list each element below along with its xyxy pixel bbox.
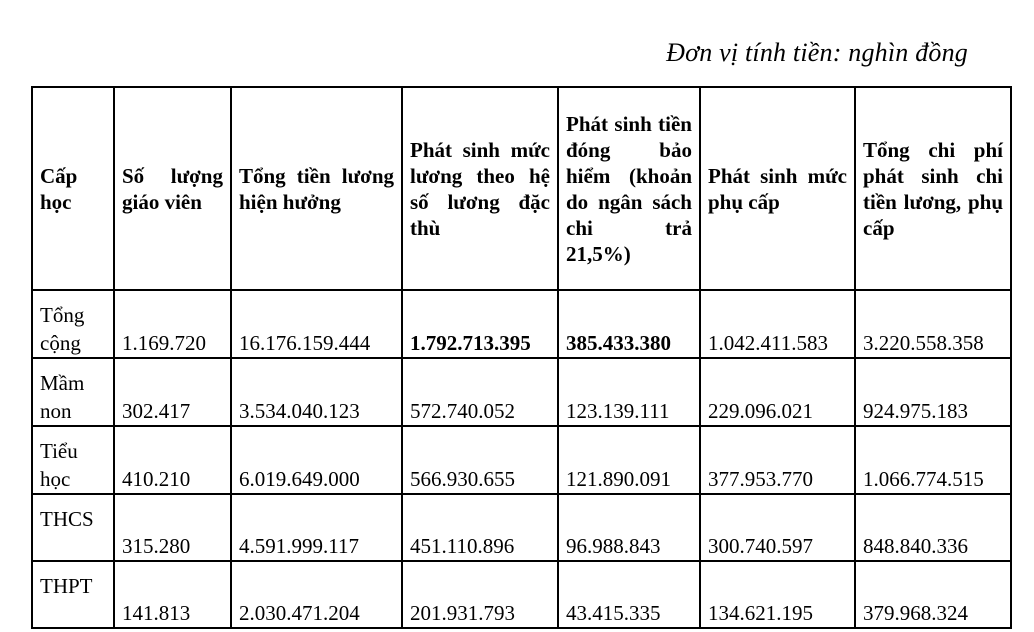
cell-value: 410.210 — [114, 426, 231, 494]
cell-value: 1.042.411.583 — [700, 290, 855, 358]
cell-value: 451.110.896 — [402, 494, 558, 561]
table-row — [32, 561, 1011, 628]
table-row — [32, 358, 1011, 426]
cell-value: 4.591.999.117 — [231, 494, 402, 561]
row-label: Mầm non — [32, 358, 114, 426]
cell-value: 385.433.380 — [558, 290, 700, 358]
row-label: Tổng cộng — [32, 290, 114, 358]
cell-value: 302.417 — [114, 358, 231, 426]
cell-value: 377.953.770 — [700, 426, 855, 494]
header-phat-sinh-muc-luong: Phát sinh mức lương theo hệ số lương đặc thù — [402, 87, 558, 290]
cell-value: 123.139.111 — [558, 358, 700, 426]
header-so-luong-giao-vien: Số lượng giáo viên — [114, 87, 231, 290]
cell-value: 379.968.324 — [855, 561, 1011, 628]
cell-value: 572.740.052 — [402, 358, 558, 426]
table-row — [32, 426, 1011, 494]
cell-value: 924.975.183 — [855, 358, 1011, 426]
cell-value: 315.280 — [114, 494, 231, 561]
table-row — [32, 494, 1011, 561]
cell-value: 1.066.774.515 — [855, 426, 1011, 494]
header-tong-chi-phi: Tổng chi phí phát sinh chi tiền lương, phụ cấp — [855, 87, 1011, 290]
cell-value: 566.930.655 — [402, 426, 558, 494]
cell-value: 1.169.720 — [114, 290, 231, 358]
cell-value: 848.840.336 — [855, 494, 1011, 561]
header-phat-sinh-phu-cap: Phát sinh mức phụ cấp — [700, 87, 855, 290]
header-cap-hoc: Cấp học — [32, 87, 114, 290]
cell-value: 2.030.471.204 — [231, 561, 402, 628]
cell-value: 1.792.713.395 — [402, 290, 558, 358]
header-tong-tien-luong: Tổng tiền lương hiện hưởng — [231, 87, 402, 290]
cell-value: 6.019.649.000 — [231, 426, 402, 494]
table-header-row — [32, 87, 1011, 290]
cell-value: 96.988.843 — [558, 494, 700, 561]
cell-value: 16.176.159.444 — [231, 290, 402, 358]
currency-unit-note: Đơn vị tính tiền: nghìn đồng — [666, 38, 968, 67]
cell-value: 3.534.040.123 — [231, 358, 402, 426]
cell-value: 43.415.335 — [558, 561, 700, 628]
cell-value: 141.813 — [114, 561, 231, 628]
cell-value: 134.621.195 — [700, 561, 855, 628]
row-label: THPT — [32, 561, 114, 628]
cell-value: 121.890.091 — [558, 426, 700, 494]
cell-value: 201.931.793 — [402, 561, 558, 628]
table-row-total — [32, 290, 1011, 358]
row-label: THCS — [32, 494, 114, 561]
salary-cost-table — [31, 86, 1012, 629]
header-phat-sinh-bao-hiem: Phát sinh tiền đóng bảo hiểm (khoản do ngân sách chi trả 21,5%) — [558, 87, 700, 290]
cell-value: 300.740.597 — [700, 494, 855, 561]
row-label: Tiểu học — [32, 426, 114, 494]
cell-value: 3.220.558.358 — [855, 290, 1011, 358]
cell-value: 229.096.021 — [700, 358, 855, 426]
